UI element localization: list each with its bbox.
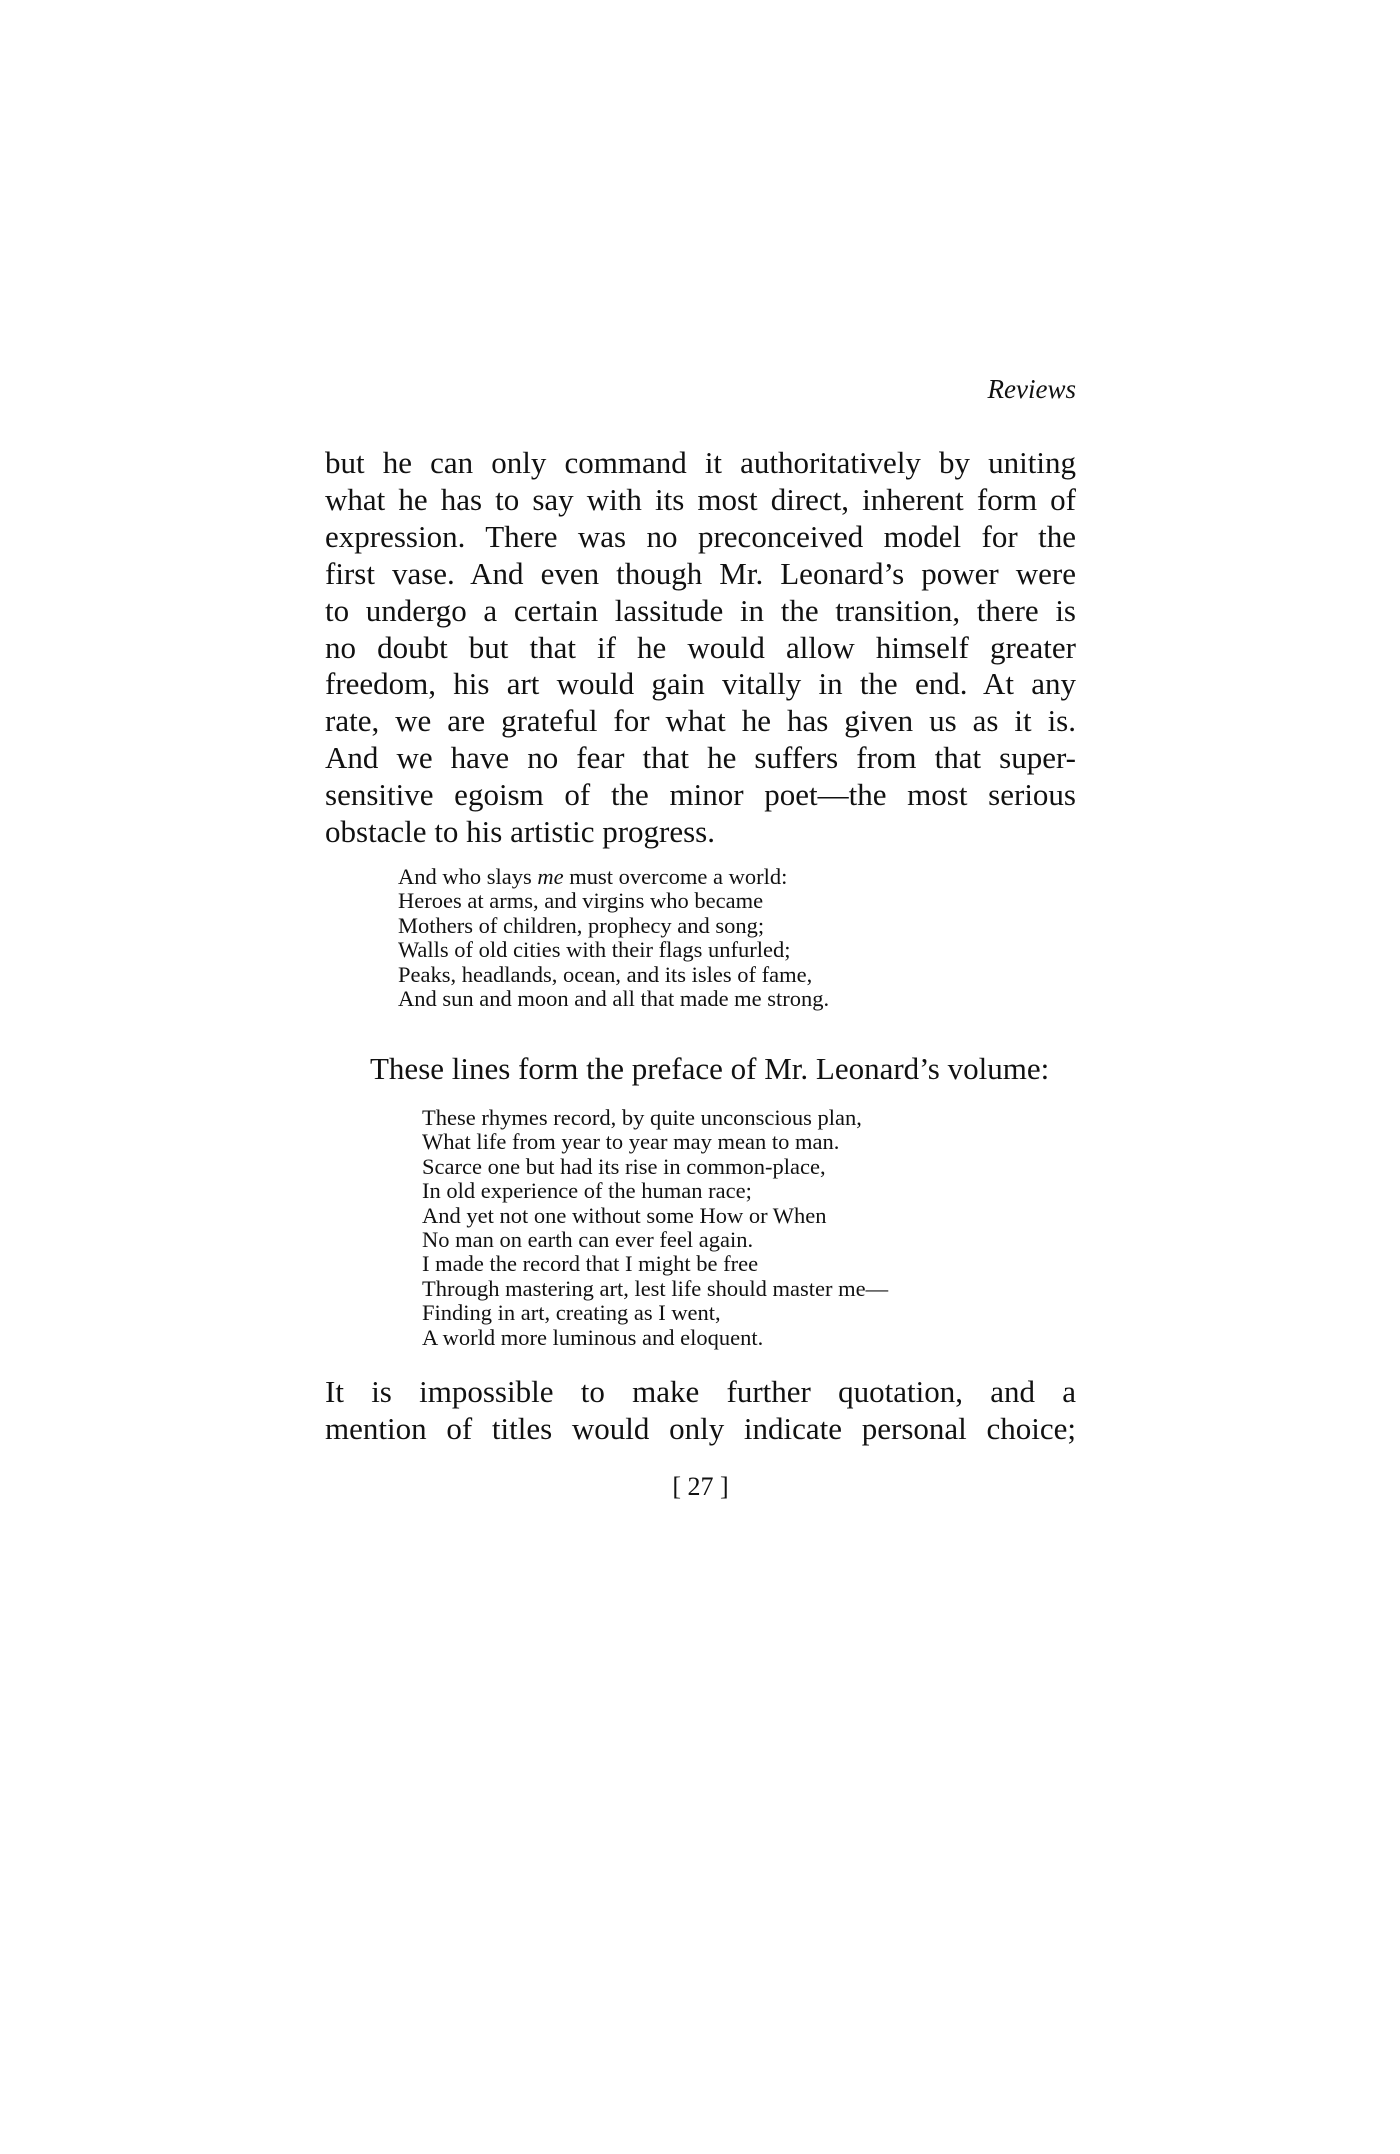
poem-line: No man on earth can ever feel again. xyxy=(422,1227,754,1253)
paragraph-2 xyxy=(325,1374,1076,1448)
paragraph-line: to undergo a certain lassitude in the transition, there is xyxy=(325,592,1076,628)
poem-line: A world more luminous and eloquent. xyxy=(422,1324,764,1350)
poem-line: And yet not one without some How or When xyxy=(422,1202,827,1228)
paragraph-1 xyxy=(325,445,1076,851)
poem-line: And who slays me must overcome a world: xyxy=(398,864,788,889)
poem-line: Scarce one but had its rise in common-place, xyxy=(422,1153,826,1179)
paragraph-line: It is impossible to make further quotation, and a xyxy=(325,1374,1076,1409)
poem-line: Peaks, headlands, ocean, and its isles of fame, xyxy=(398,961,813,987)
paragraph-line: but he can only command it authoritatively by uniting xyxy=(325,445,1076,480)
poem-quotation-2 xyxy=(422,1106,888,1350)
poem-line: Mothers of children, prophecy and song; xyxy=(398,912,765,938)
poem-line: And sun and moon and all that made me strong. xyxy=(398,986,830,1012)
page-number: [ 27 ] xyxy=(672,1472,729,1501)
paragraph-line: mention of titles would only indicate personal choice; xyxy=(325,1410,1076,1446)
poem-line: What life from year to year may mean to man. xyxy=(422,1129,840,1155)
paragraph-line: first vase. And even though Mr. Leonard’s power were xyxy=(325,555,1076,591)
paragraph-line: And we have no fear that he suffers from that super- xyxy=(325,740,1076,776)
paragraph-line: what he has to say with its most direct, inherent form of xyxy=(325,481,1076,517)
paragraph-line: freedom, his art would gain vitally in the end. At any xyxy=(325,666,1076,702)
preface-intro: These lines form the preface of Mr. Leonard’s volume: xyxy=(370,1051,1050,1086)
poem-line: Through mastering art, lest life should master me— xyxy=(422,1275,889,1301)
poem-line: Walls of old cities with their flags unfurled; xyxy=(398,937,791,963)
poem-quotation-1 xyxy=(398,865,829,1011)
paragraph-line: sensitive egoism of the minor poet—the most serious xyxy=(325,777,1076,813)
poem-line: Heroes at arms, and virgins who became xyxy=(398,888,764,914)
paragraph-line: no doubt but that if he would allow himself greater xyxy=(325,629,1076,665)
paragraph-line: rate, we are grateful for what he has given us as it is. xyxy=(325,703,1076,739)
emphasis: me xyxy=(537,864,564,889)
paragraph-line: expression. There was no preconceived model for the xyxy=(325,518,1076,554)
paragraph-line: obstacle to his artistic progress. xyxy=(325,814,715,850)
poem-line: Finding in art, creating as I went, xyxy=(422,1300,721,1326)
poem-line: These rhymes record, by quite unconscious plan, xyxy=(422,1105,862,1130)
poem-line: I made the record that I might be free xyxy=(422,1251,759,1277)
running-header: Reviews xyxy=(987,374,1076,404)
poem-line: In old experience of the human race; xyxy=(422,1178,752,1204)
